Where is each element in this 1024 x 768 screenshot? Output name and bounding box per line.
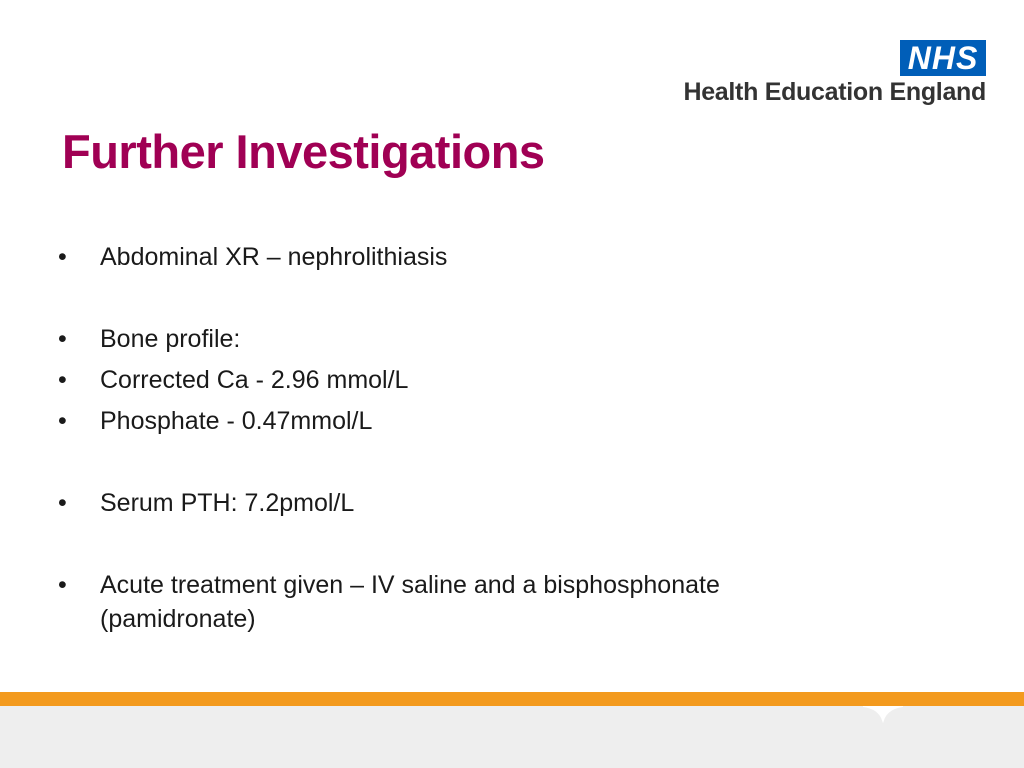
bullet-text: Acute treatment given – IV saline and a bisphosphonate (pamidronate) bbox=[100, 571, 720, 633]
bullet-text: Serum PTH: 7.2pmol/L bbox=[100, 489, 355, 517]
nhs-logo bbox=[638, 40, 988, 110]
bullet-item bbox=[56, 404, 876, 438]
bullet-dot: • bbox=[58, 243, 67, 271]
bullet-text: Bone profile: bbox=[100, 325, 241, 353]
footer-notch-shape bbox=[863, 706, 903, 726]
bullet-item bbox=[56, 486, 876, 520]
bullet-dot: • bbox=[58, 325, 67, 353]
bullet-text: Phosphate - 0.47mmol/L bbox=[100, 407, 373, 435]
bullet-list bbox=[56, 240, 876, 636]
nhs-logo-box: NHS bbox=[900, 40, 986, 76]
bullet-dot: • bbox=[58, 489, 67, 517]
bullet-dot: • bbox=[58, 366, 67, 394]
bullet-item bbox=[56, 240, 876, 274]
bullet-dot: • bbox=[58, 407, 67, 435]
bullet-item bbox=[56, 322, 876, 356]
slide-title: Further Investigations bbox=[62, 125, 545, 178]
footer-orange-band bbox=[0, 692, 1024, 706]
bullet-text: Corrected Ca - 2.96 mmol/L bbox=[100, 366, 409, 394]
bullet-dot: • bbox=[58, 571, 67, 599]
organisation-name: Health Education England bbox=[683, 78, 986, 106]
bullet-item bbox=[56, 568, 876, 636]
bullet-item bbox=[56, 363, 876, 397]
bullet-text: Abdominal XR – nephrolithiasis bbox=[100, 243, 448, 271]
